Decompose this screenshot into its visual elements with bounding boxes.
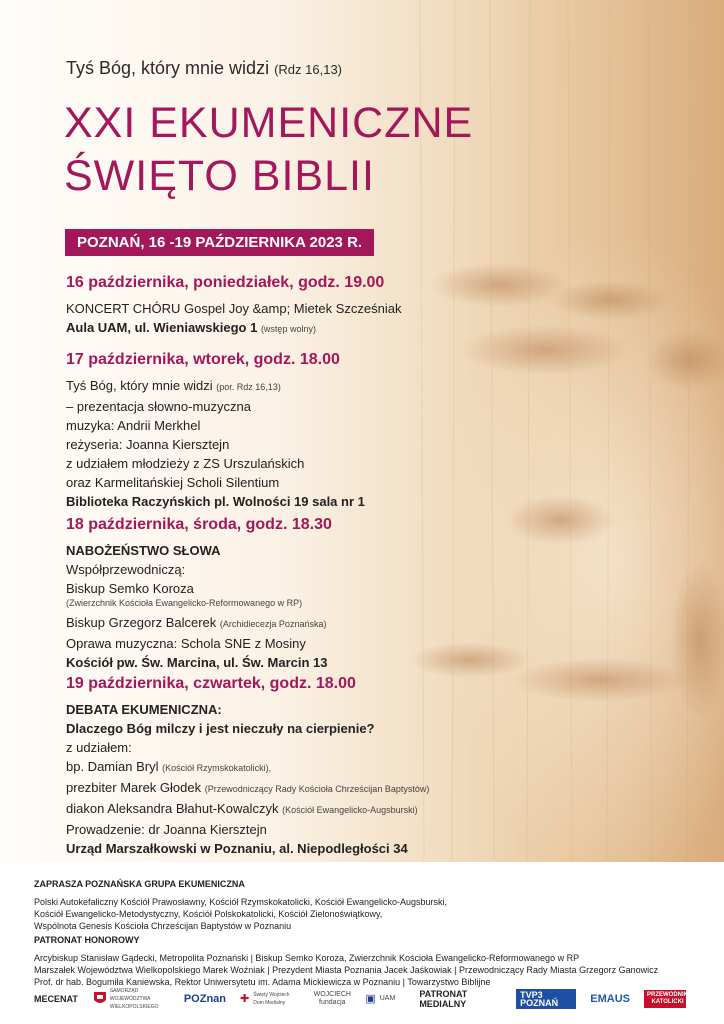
event-heading: 19 października, czwartek, godz. 18.00 xyxy=(66,675,356,692)
event-line: Oprawa muzyczna: Schola SNE z Mosiny xyxy=(66,636,306,651)
event-note: (Zwierzchnik Kościoła Ewangelicko-Reformowanego w RP) xyxy=(66,598,303,608)
organizers xyxy=(34,878,694,932)
organizers-line: Wspólnota Genesis Kościoła Chrześcijan Baptystów w Poznaniu xyxy=(34,921,292,931)
organizers-line: Polski Autokefaliczny Kościół Prawosławny, Kościół Rzymskokatolicki, Kościół Ewangelicko-Augsburski, xyxy=(34,897,447,907)
event-note: (por. Rdz 16,13) xyxy=(216,382,281,392)
event-place: Urząd Marszałkowski w Poznaniu, al. Niepodległości 34 xyxy=(66,841,408,856)
event-line: Prowadzenie: dr Joanna Kiersztejn xyxy=(66,822,267,837)
event-note: (Kościół Rzymskokatolicki), xyxy=(162,763,272,773)
event-line: – prezentacja słowno-muzyczna xyxy=(66,399,251,414)
patronage-line: Arcybiskup Stanisław Gądecki, Metropolita Poznański | Biskup Semko Koroza, Zwierzchnik Kościoła Ewangelicko-Reformowanego w RP xyxy=(34,953,580,963)
logo-poznan: POZnan xyxy=(183,993,227,1005)
organizers-line: Kościół Ewangelicko-Metodystyczny, Kościół Polskokatolicki, Kościół Zielonoświątkowy, xyxy=(34,909,383,919)
logo-text: SAMORZĄD WOJEWÓDZTWA WIELKOPOLSKIEGO xyxy=(109,988,159,1010)
sponsor-footer xyxy=(34,988,700,1010)
event-line: oraz Karmelitańskiej Scholi Silentium xyxy=(66,475,280,490)
page-title xyxy=(64,97,473,203)
event-line: Współprzewodniczą: xyxy=(66,562,186,577)
logo-fundacja-wojciech: WOJCIECH fundacja xyxy=(313,991,351,1006)
event-line: diakon Aleksandra Błahut-Kowalczyk xyxy=(66,801,279,816)
media-patronage-label: PATRONAT MEDIALNY xyxy=(419,989,468,1009)
mecenat-label: MECENAT xyxy=(34,994,78,1004)
event-line: Dlaczego Bóg milczy i jest nieczuły na cierpienie? xyxy=(66,721,375,736)
logo-text: UAM xyxy=(379,995,396,1002)
logo-swiety-wojciech xyxy=(240,991,299,1007)
event-line: prezbiter Marek Głodek xyxy=(66,780,202,795)
event-line: reżyseria: Joanna Kiersztejn xyxy=(66,437,230,452)
event-line: z udziałem młodzieży z ZS Urszulańskich xyxy=(66,456,305,471)
title-line-2: ŚWIĘTO BIBLII xyxy=(64,152,375,200)
logo-wielkopolska xyxy=(94,987,170,1011)
event-day-4 xyxy=(66,674,486,858)
logo-tvp3: TVP3 POZNAŃ xyxy=(516,989,576,1009)
event-note: (Archidiecezja Poznańska) xyxy=(219,619,327,629)
event-place: Kościół pw. Św. Marcina, ul. Św. Marcin 13 xyxy=(66,655,328,670)
subtitle xyxy=(66,58,342,79)
subtitle-text: Tyś Bóg, który mnie widzi xyxy=(66,58,270,78)
coat-of-arms-icon xyxy=(94,992,106,1006)
logo-przewodnik-katolicki: PRZEWODNIK KATOLICKI xyxy=(644,990,686,1008)
event-line: z udziałem: xyxy=(66,740,132,755)
event-place: Biblioteka Raczyńskich pl. Wolności 19 sala nr 1 xyxy=(66,494,365,509)
honorary-patronage xyxy=(34,934,694,988)
event-line: KONCERT CHÓRU Gospel Joy &amp; Mietek Szcześniak xyxy=(66,301,402,316)
date-band: POZNAŃ, 16 -19 PAŹDZIERNIKA 2023 R. xyxy=(65,229,374,256)
event-note: (Kościół Ewangelicko-Augsburski) xyxy=(282,805,418,815)
event-line: DEBATA EKUMENICZNA: xyxy=(66,702,222,717)
event-line: NABOŻEŃSTWO SŁOWA xyxy=(66,543,221,558)
event-heading: 18 października, środa, godz. 18.30 xyxy=(66,516,332,533)
patronage-line: Marszałek Województwa Wielkopolskiego Marek Woźniak | Prezydent Miasta Poznania Jacek Jaśkowiak | Przewodniczący Rady Miasta Grzegorz Ganowicz xyxy=(34,965,659,975)
event-note: (Przewodniczący Rady Kościoła Chrześcijan Baptystów) xyxy=(204,784,430,794)
logo-uam xyxy=(365,995,395,1003)
cross-icon: ✚ xyxy=(240,993,250,1005)
logo-text: Święty Wojciech Dom Medialny xyxy=(253,992,290,1006)
event-line: muzyka: Andrii Merkhel xyxy=(66,418,201,433)
event-day-1 xyxy=(66,273,486,339)
event-heading: 16 października, poniedziałek, godz. 19.00 xyxy=(66,274,385,291)
event-line: Tyś Bóg, który mnie widzi xyxy=(66,378,213,393)
event-line: Biskup Semko Koroza xyxy=(66,581,194,596)
university-icon: ▣ xyxy=(365,993,376,1005)
event-place: Aula UAM, ul. Wieniawskiego 1 xyxy=(66,320,258,335)
event-day-3 xyxy=(66,515,486,672)
event-note: (wstęp wolny) xyxy=(260,324,316,334)
organizers-label: ZAPRASZA POZNAŃSKA GRUPA EKUMENICZNA xyxy=(34,879,245,889)
event-day-2 xyxy=(66,350,486,511)
patronage-label: PATRONAT HONOROWY xyxy=(34,935,140,945)
logo-emaus: EMAUS xyxy=(590,993,631,1005)
event-line: Biskup Grzegorz Balcerek xyxy=(66,615,217,630)
title-line-1: XXI EKUMENICZNE xyxy=(64,99,474,147)
subtitle-reference: (Rdz 16,13) xyxy=(274,62,342,77)
patronage-line: Prof. dr hab. Bogumiła Kaniewska, Rektor Uniwersytetu im. Adama Mickiewicza w Poznaniu | Towarzystwo Biblijne xyxy=(34,977,491,987)
event-heading: 17 października, wtorek, godz. 18.00 xyxy=(66,351,340,368)
event-line: bp. Damian Bryl xyxy=(66,759,159,774)
